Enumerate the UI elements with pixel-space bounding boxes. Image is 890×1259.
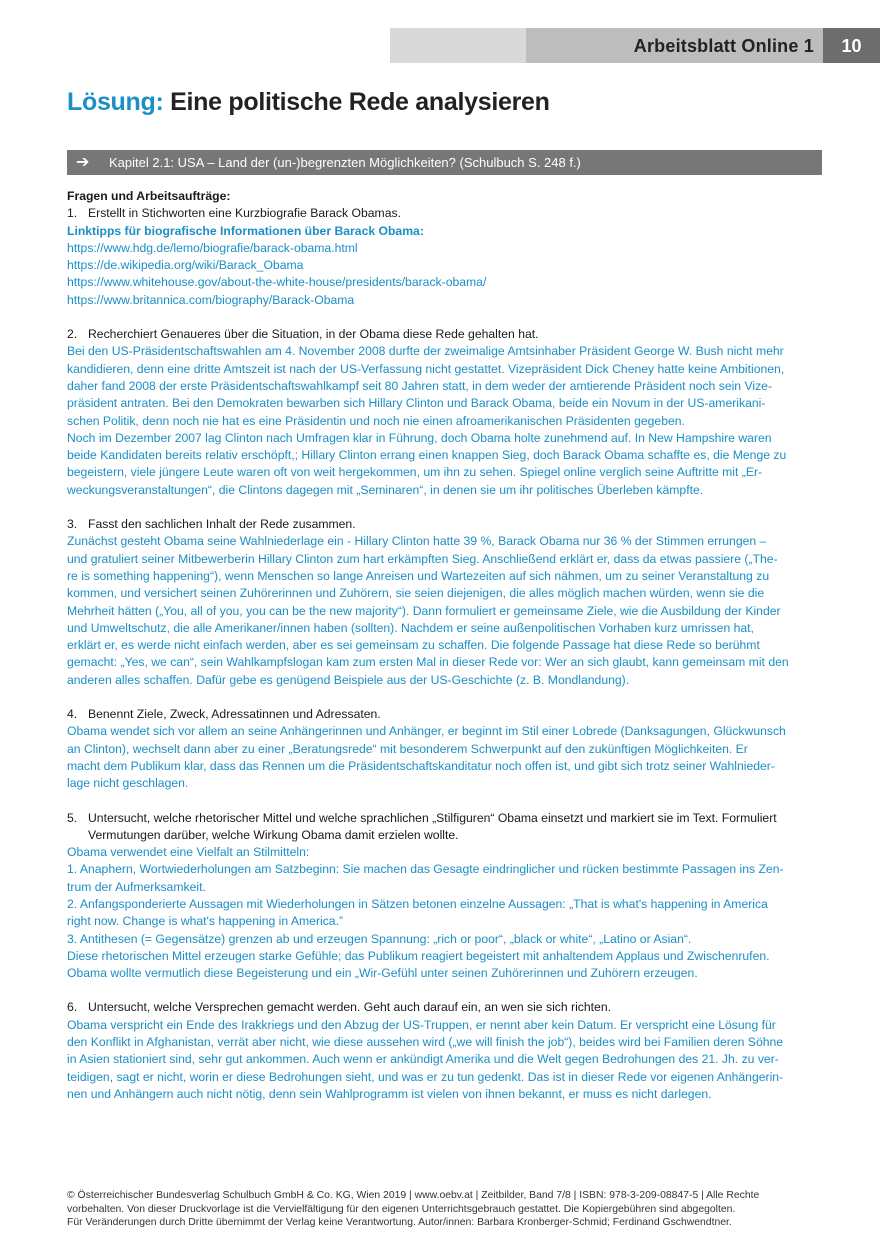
answer-line: Diese rhetorischen Mittel erzeugen starke Gefühle; das Publikum reagiert begeistert mit anhaltendem Applaus und Zwischenrufen. xyxy=(67,948,770,963)
answer-line: schen Politik, denn noch nie hat es eine Präsidentin und noch nie einen afroamerikanischen Präsidenten gegeben. xyxy=(67,413,685,428)
question-5 xyxy=(67,810,827,845)
answer-line: anderen alles schaffen. Dafür gebe es genügend Beispiele aus der US-Geschichte (z. B. Mondlandung). xyxy=(67,672,630,687)
answer-line: Bei den US-Präsidentschaftswahlen am 4. November 2008 durfte der zweimalige Amtsinhaber Präsident George W. Bush nicht mehr xyxy=(67,344,784,359)
worksheet-label: Arbeitsblatt Online 1 xyxy=(633,36,814,56)
page-title xyxy=(67,88,550,117)
link-tips-heading: Linktipps für biografische Informationen über Barack Obama: xyxy=(67,223,424,238)
answer-line: und Umweltschutz, die alle Amerikaner/innen haben (sollten). Nachdem er seine außenpolitischen Vorhaben kurz umrissen hat, xyxy=(67,620,754,635)
tasks-heading: Fragen und Arbeitsaufträge: xyxy=(67,189,231,203)
question-number: 3. xyxy=(67,517,78,532)
question-1 xyxy=(67,205,827,222)
spacer xyxy=(67,793,827,810)
answer-line: Obama wendet sich vor allem an seine Anhängerinnen und Anhänger, er beginnt im Stil einer Lobrede (Danksagungen, Glückwunsch xyxy=(67,724,786,739)
question-6 xyxy=(67,999,827,1016)
copyright-footer xyxy=(67,1189,827,1230)
header-bar-light-segment xyxy=(390,28,526,63)
question-text: Erstellt in Stichworten eine Kurzbiografie Barack Obamas. xyxy=(88,206,401,221)
answer-line: präsident antraten. Bei den Demokraten bewarben sich Hillary Clinton und Barack Obama, beide ein Novum in der US-amerikani- xyxy=(67,396,766,411)
answer-line: Zunächst gesteht Obama seine Wahlniederlage ein - Hillary Clinton hatte 39 %, Barack Obama nur 36 % der Stimmen errungen – xyxy=(67,534,767,549)
question-number: 2. xyxy=(67,327,78,342)
answer-line: in Asien stationiert sind, sehr gut ankommen. Auch wenn er ankündigt Amerika und die Welt gegen Bedrohungen des 21. Jh. zu ver- xyxy=(67,1052,779,1067)
answer-6 xyxy=(67,1017,827,1103)
answer-line: gemacht: „Yes, we can“, sein Wahlkampfslogan kam zum ersten Mal in dieser Rede vor: Wer an sich glaubt, kann gemeinsam mit den xyxy=(67,655,789,670)
question-text-line: Vermutungen darüber, welche Wirkung Obama damit erzielen wollte. xyxy=(88,827,459,842)
answer-line: begeistern, viele jüngere Leute waren oft von weit hergekommen, um ihn zu sehen. Spiegel online verglich seine Auftritte mit „Er- xyxy=(67,465,763,480)
chapter-title: Kapitel 2.1: USA – Land der (un-)begrenzten Möglichkeiten? (Schulbuch S. 248 f.) xyxy=(109,155,581,170)
answer-line: teidigen, sagt er nicht, worin er diese Bedrohungen sieht, und was er zu tun gedenkt. Das ist in dieser Rede vor eigenen Anhängerin- xyxy=(67,1069,784,1084)
worksheet-content xyxy=(67,188,827,1103)
spacer xyxy=(67,499,827,516)
answer-line: Obama verspricht ein Ende des Irakkriegs und den Abzug der US-Truppen, er nennt aber kein Datum. Er verspricht eine Lösung für xyxy=(67,1017,776,1032)
question-number: 5. xyxy=(67,810,78,825)
header-bar xyxy=(390,28,890,63)
answer-line: 2. Anfangsponderierte Aussagen mit Wiederholungen in Sätzen betonen einzelne Aussagen: „That is what's happening in America xyxy=(67,896,768,911)
answer-line: Obama verwendet eine Vielfalt an Stilmitteln: xyxy=(67,845,310,860)
answer-line: trum der Aufmerksamkeit. xyxy=(67,879,206,894)
footer-line: vorbehalten. Von dieser Druckvorlage ist die Vervielfältigung für den eigenen Unterrichtsgebrauch gestattet. Die Kopiergebühren sind abgegolten. xyxy=(67,1203,736,1215)
answer-line: Noch im Dezember 2007 lag Clinton nach Umfragen klar in Führung, doch Obama holte zunehmend auf. In New Hampshire waren xyxy=(67,430,772,445)
question-text xyxy=(88,810,827,845)
footer-line: © Österreichischer Bundesverlag Schulbuch GmbH & Co. KG, Wien 2019 | www.oebv.at | Zeitbilder, Band 7/8 | ISBN: 978-3-209-08847-5 | Alle Rechte xyxy=(67,1190,760,1201)
title-text: Eine politische Rede analysieren xyxy=(170,88,550,116)
question-number: 6. xyxy=(67,1000,78,1015)
link-wikipedia[interactable]: https://de.wikipedia.org/wiki/Barack_Obama xyxy=(67,258,304,273)
answer-line: und gratuliert seiner Mitbewerberin Hillary Clinton zum hart erkämpften Sieg. Anschließend erklärt er, dass da etwas passiere („The- xyxy=(67,551,778,566)
answer-line: lage nicht geschlagen. xyxy=(67,776,189,791)
question-number: 4. xyxy=(67,707,78,722)
link-whitehouse[interactable]: https://www.whitehouse.gov/about-the-white-house/presidents/barack-obama/ xyxy=(67,275,487,290)
spacer xyxy=(67,982,827,999)
answer-line: nen und Anhängern auch nicht nötig, denn sein Wahlprogramm ist vielen von ihnen bekannt, er muss es nicht darlegen. xyxy=(67,1086,712,1101)
question-3 xyxy=(67,516,827,533)
answer-line: an Clinton), wechselt dann aber zu einer „Beratungsrede“ mit besonderem Schwerpunkt auf den zukünftigen Möglichkeiten. Er xyxy=(67,741,748,756)
title-accent: Lösung: xyxy=(67,88,164,116)
answer-line: beide Kandidaten bereits relativ erschöpft,; Hillary Clinton errang einen knappen Sieg, doch Barack Obama schaffte es, die Menge zu xyxy=(67,448,787,463)
answer-line: macht dem Publikum klar, dass das Rennen um die Präsidentschaftskanditatur noch offen ist, und gibt sich trotz seiner Wahlnieder- xyxy=(67,758,775,773)
spacer xyxy=(67,309,827,326)
question-text: Untersucht, welche Versprechen gemacht werden. Geht auch darauf ein, an wen sie sich richten. xyxy=(88,1000,611,1015)
answer-line: daher fand 2008 der erste Präsidentschaftswahlkampf seit 80 Jahren statt, in dem weder der amtierende Präsident noch sein Vize- xyxy=(67,378,773,393)
answer-line: den Konflikt in Afghanistan, verrät aber nicht, wie diese aussehen wird („we will finish the job“), beides wird bei Familien deren Söhne xyxy=(67,1035,784,1050)
answer-line: right now. Change is what's happening in America.” xyxy=(67,914,344,929)
page-number: 10 xyxy=(823,28,880,63)
answer-2 xyxy=(67,343,827,499)
answer-line: kommen, und versichert seinen Zuhörerinnen und Zuhörern, sie seien diejenigen, die alles möglich machen würden, wenn sie die xyxy=(67,586,765,601)
spacer xyxy=(67,689,827,706)
answer-5 xyxy=(67,844,827,982)
footer-line: Für Veränderungen durch Dritte übernimmt der Verlag keine Verantwortung. Autor/innen: Barbara Kronberger-Schmid; Ferdinand Gschwendtner. xyxy=(67,1217,732,1229)
question-2 xyxy=(67,326,827,343)
answer-3 xyxy=(67,533,827,689)
question-text: Benennt Ziele, Zweck, Adressatinnen und Adressaten. xyxy=(88,707,381,722)
question-text: Recherchiert Genaueres über die Situation, in der Obama diese Rede gehalten hat. xyxy=(88,327,539,342)
question-number: 1. xyxy=(67,206,78,221)
answer-line: 3. Antithesen (= Gegensätze) grenzen ab und erzeugen Spannung: „rich or poor“, „black or white“, „Latino or Asian“. xyxy=(67,931,692,946)
answer-line: re is something happening“), wenn Menschen so lange Anreisen und Wartezeiten auf sich nähmen, um zu seiner Veranstaltung zu xyxy=(67,568,770,583)
link-hdg[interactable]: https://www.hdg.de/lemo/biografie/barack-obama.html xyxy=(67,240,358,255)
answer-line: weckungsveranstaltungen“, die Clintons dagegen mit „Seminaren“, in denen sie um ihr politisches Überleben kämpfte. xyxy=(67,482,704,497)
question-text-line: Untersucht, welche rhetorischer Mittel und welche sprachlichen „Stilfiguren“ Obama einsetzt und markiert sie im Text. Formuliert xyxy=(88,810,777,825)
question-4 xyxy=(67,706,827,723)
answer-line: Mehrheit hätten („You, all of you, you can be the new majority“). Dann formuliert er gemeinsame Ziele, wie die Ausbildung der Kinder xyxy=(67,603,781,618)
answer-line: kandidieren, denn eine dritte Amtszeit ist nach der US-Verfassung nicht gestattet. Vizepräsident Dick Cheney hatte keine Ambitionen, xyxy=(67,361,785,376)
answer-line: 1. Anaphern, Wortwiederholungen am Satzbeginn: Sie machen das Gesagte eindringlicher und rücken bestimmte Passagen ins Zen- xyxy=(67,862,784,877)
arrow-right-icon: ➔ xyxy=(76,154,90,171)
link-britannica[interactable]: https://www.britannica.com/biography/Barack-Obama xyxy=(67,292,355,307)
answer-4 xyxy=(67,723,827,792)
question-text: Fasst den sachlichen Inhalt der Rede zusammen. xyxy=(88,517,356,532)
answer-line: erklärt er, es werde nicht einfach werden, aber es sei gemeinsam zu schaffen. Die folgende Passage hat diese Rede so berühmt xyxy=(67,638,760,653)
answer-line: Obama wollte vermutlich diese Begeisterung und ein „Wir-Gefühl unter seinen Zuhörerinnen und Zuhörern erzeugen. xyxy=(67,966,698,981)
chapter-bar xyxy=(67,150,822,175)
